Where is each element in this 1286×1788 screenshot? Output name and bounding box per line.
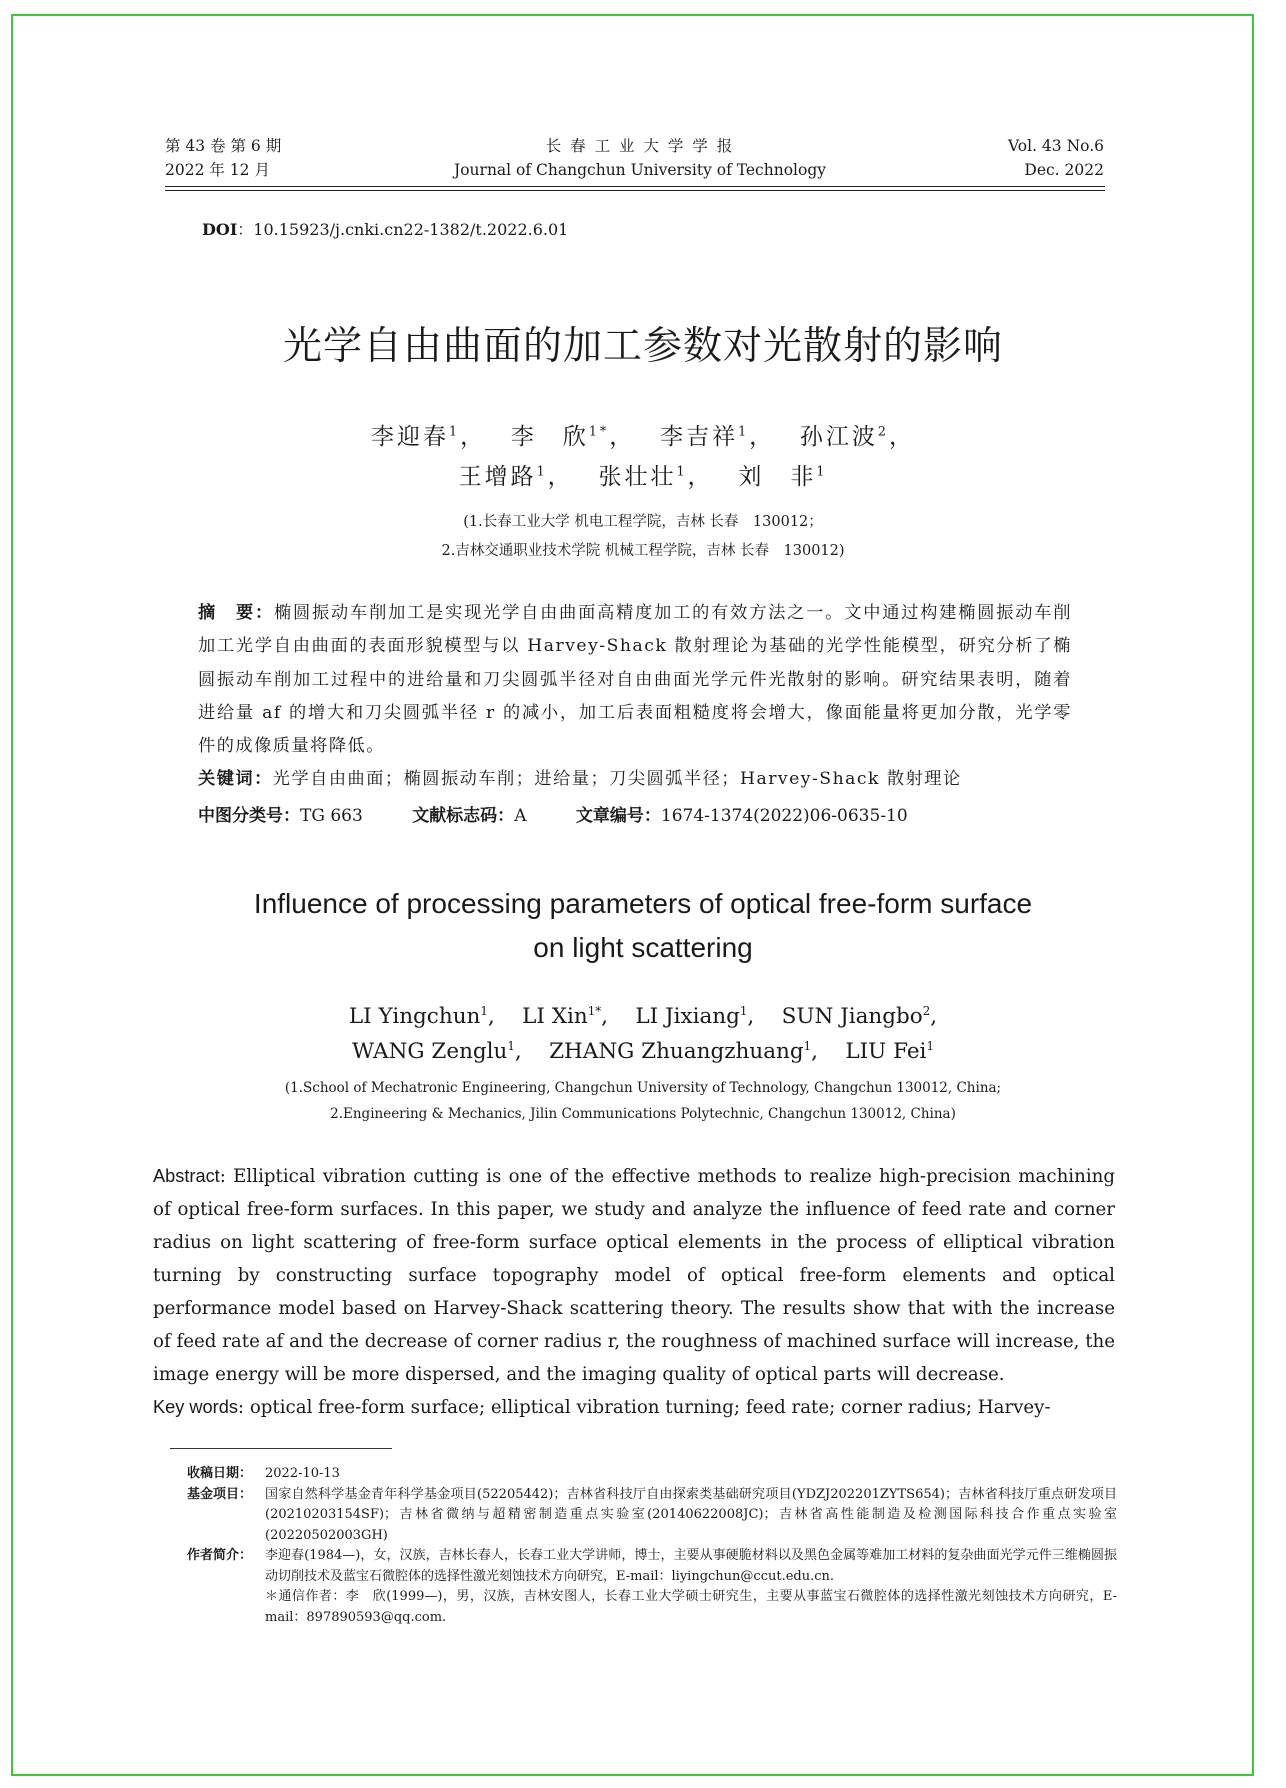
abstract-cn-label: 摘 要： <box>198 603 275 623</box>
doi-label: DOI <box>202 220 238 239</box>
footnote-value: 国家自然科学基金青年科学基金项目(52205442)；吉林省科技厅自由探索类基础研究项目(YDZJ202201ZYTS654)；吉林省科技厅重点研发项目(20210203154SF)；吉林省微纳与超精密制造重点实验室(20140622008JC)；吉林省高性能制造及检测国际科技合作重点实验室(20220502003GH) <box>265 1486 1117 1543</box>
footnote-value: ＊通信作者：李 欣(1999—)，男，汉族，吉林安图人，长春工业大学硕士研究生，主要从事蓝宝石微腔体的选择性激光刻蚀技术方向研究，E-mail：897890593@qq.com. <box>265 1589 1117 1625</box>
abstract-cn <box>198 597 1072 797</box>
article-no-value: 1674-1374(2022)06-0635-10 <box>660 806 908 826</box>
author-en: ZHANG Zhuangzhuang$^1$, <box>549 1039 839 1065</box>
doc-code-value: A <box>514 806 527 826</box>
author-cn: 张壮壮$^1$， <box>598 463 729 490</box>
paper-title-en-line2: on light scattering <box>533 932 753 963</box>
author-en: LI Jixiang$^1$, <box>635 1004 775 1030</box>
doi <box>202 217 568 240</box>
footnote-funding <box>187 1485 1117 1547</box>
header-date-en: Dec. 2022 <box>1024 161 1104 179</box>
article-no-label: 文章编号： <box>575 806 661 826</box>
footnote-value: 李迎春(1984—)，女，汉族，吉林长春人，长春工业大学讲师，博士，主要从事硬脆材料以及黑色金属等难加工材料的复杂曲面光学元件三维椭圆振动切削技术及蓝宝石微腔体的选择性激光刻蚀技术方向研究，E-mail：liyingchun@ccut.edu.cn. <box>265 1548 1117 1584</box>
header-rule-thick <box>165 186 1105 187</box>
author-cn: 孙江波$^2$， <box>799 423 915 450</box>
abstract-en-text: : Elliptical vibration cutting is one of the effective methods to realize high-precision machining of optical free-form surfaces. In this paper, we study and analyze the influence of feed rate and corner radius on light scattering of free-form surface optical elements in the process of elliptical vibration turning by constructing surface topography model of optical free-form elements and optical performance model based on Harvey-Shack scattering theory. The results show that with the increase of feed rate af and the decrease of corner radius r, the roughness of machined surface will increase, the image energy will be more dispersed, and the imaging quality of optical parts will decrease. <box>153 1166 1115 1385</box>
footnote-key: 基金项目： <box>187 1486 253 1502</box>
header-vol-en <box>1008 134 1104 182</box>
author-cn: 李迎春$^1$， <box>371 423 501 450</box>
doc-code-label: 文献标志码： <box>412 806 515 826</box>
header-journal <box>360 134 920 182</box>
header-rule-thin <box>165 190 1105 191</box>
author-en: LIU Fei$^1$ <box>845 1039 934 1065</box>
footnote-received <box>187 1464 1117 1485</box>
footnote-value: 2022-10-13 <box>265 1466 340 1481</box>
author-cn: 李 欣$^{1*}$， <box>510 423 650 450</box>
footnote-author-bio <box>187 1546 1117 1587</box>
keywords-cn-text: 光学自由曲面；椭圆振动车削；进给量；刀尖圆弧半径；Harvey-Shack 散射理论 <box>272 769 962 790</box>
affiliation-en-2: 2.Engineering & Mechanics, Jilin Communications Polytechnic, Changchun 130012, China) <box>330 1106 956 1122</box>
classification-line <box>198 801 1072 826</box>
author-cn: 刘 非$^1$ <box>738 463 828 490</box>
abstract-en <box>153 1160 1115 1424</box>
header-volume: 第 43 卷 第 6 期 <box>165 137 282 155</box>
affiliation-cn-2: 2.吉林交通职业技术学院 机械工程学院，吉林 长春 130012) <box>441 543 845 559</box>
keywords-cn-label: 关键词： <box>198 769 273 790</box>
paper-title-en <box>0 882 1286 970</box>
journal-name-cn: 长 春 工 业 大 学 学 报 <box>545 137 735 155</box>
clc-label: 中图分类号： <box>198 806 300 826</box>
footnote-key <box>187 1587 265 1628</box>
author-cn: 李吉祥$^1$， <box>660 423 790 450</box>
doi-value: ：10.15923/j.cnki.cn22-1382/t.2022.6.01 <box>237 220 569 239</box>
abstract-cn-text: 椭圆振动车削加工是实现光学自由曲面高精度加工的有效方法之一。文中通过构建椭圆振动车削加工光学自由曲面的表面形貌模型与以 Harvey-Shack 散射理论为基础的光学性能模型，研究分析了椭圆振动车削加工过程中的进给量和刀尖圆弧半径对自由曲面光学元件光散射的影响。研究结果表明，随着进给量 af 的增大和刀尖圆弧半径 r 的减小，加工后表面粗糙度将会增大，像面能量将更加分散，光学零件的成像质量将降低。 <box>198 603 1072 757</box>
author-en: SUN Jiangbo$^2$, <box>781 1004 938 1030</box>
footnote-corresponding <box>187 1587 1117 1628</box>
affiliation-cn-1: (1.长春工业大学 机电工程学院，吉林 长春 130012； <box>463 514 823 530</box>
authors-cn-line2 <box>0 458 1286 491</box>
paper-title-en-line1: Influence of processing parameters of optical free-form surface <box>253 888 1033 919</box>
abstract-en-label: Abstract <box>153 1166 220 1186</box>
author-en: LI Yingchun$^1$, <box>348 1004 516 1030</box>
footnote-key: 作者简介： <box>187 1548 253 1563</box>
author-en: WANG Zenglu$^1$, <box>352 1039 543 1065</box>
authors-en-line1 <box>0 1004 1286 1029</box>
affiliation-en-1: (1.School of Mechatronic Engineering, Changchun University of Technology, Changchun 130012, China; <box>284 1080 1002 1096</box>
authors-cn-line1 <box>0 418 1286 451</box>
footnote-rule <box>170 1448 392 1449</box>
keywords-en-text: : optical free-form surface; elliptical vibration turning; feed rate; corner radius; Harvey- <box>237 1397 1051 1418</box>
keywords-en-label: Key words <box>153 1397 238 1417</box>
clc-value: TG 663 <box>300 806 363 826</box>
authors-en-line2 <box>0 1039 1286 1064</box>
journal-name-en: Journal of Changchun University of Technology <box>454 161 826 179</box>
header-vol-no: Vol. 43 No.6 <box>1008 137 1104 155</box>
paper-title-cn: 光学自由曲面的加工参数对光散射的影响 <box>282 324 1003 369</box>
author-cn: 王增路$^1$， <box>458 463 589 490</box>
footnotes <box>187 1464 1117 1628</box>
footnote-key: 收稿日期： <box>187 1466 253 1481</box>
header-volume-issue <box>165 134 281 182</box>
author-en: LI Xin$^{1*}$, <box>522 1004 629 1030</box>
header-date-cn: 2022 年 12 月 <box>165 161 270 179</box>
